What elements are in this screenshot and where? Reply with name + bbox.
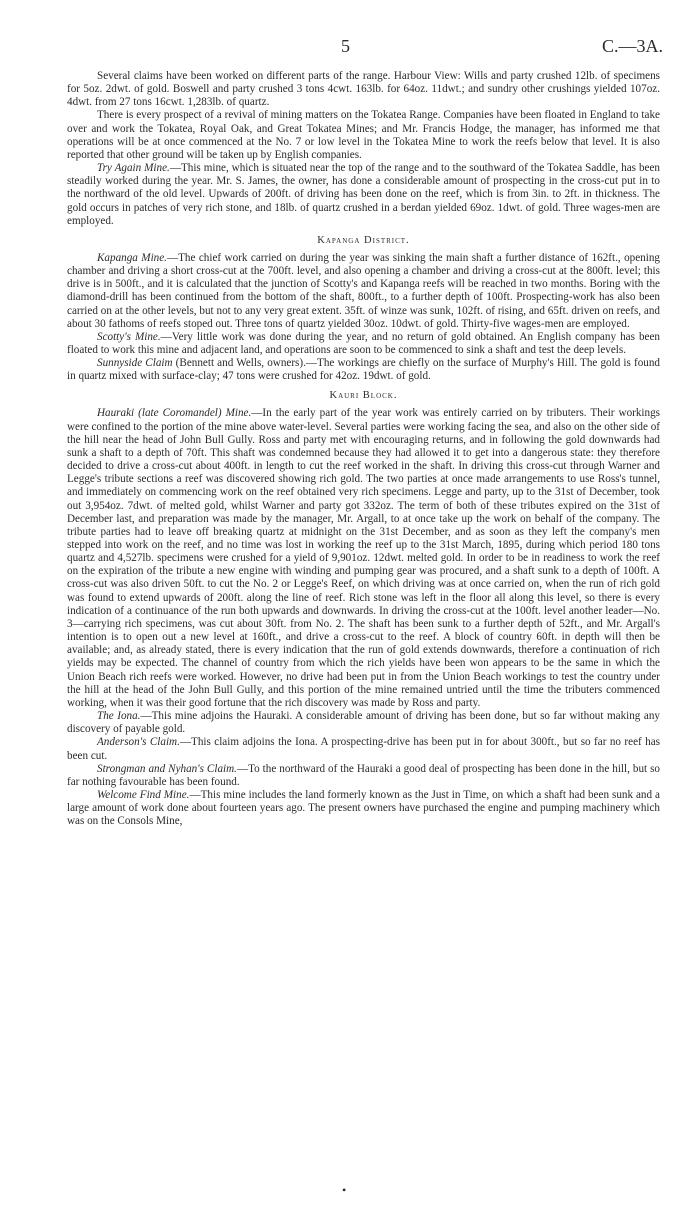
paragraph-lead: Strongman and Nyhan's Claim. [97, 762, 237, 775]
document-reference: C.—3A. [602, 36, 664, 56]
paragraph-text: —This mine adjoins the Hauraki. A considerable amount of driving has been done, but so far without making any discovery of payable gold. [67, 710, 660, 736]
paragraph [67, 736, 660, 762]
paragraph-text: —This mine includes the land formerly known as the Just in Time, on which a shaft had been sunk and a large amount of work done about fourteen years ago. The present owners have purchased the engine and pumping machinery which was on the Consols Mine, [67, 788, 660, 828]
paragraph-text: Several claims have been worked on different parts of the range. Harbour View: Wills and party crushed 12lb. of specimens for 5oz. 2dwt. of gold. Boswell and party crushed 3 tons 4cwt. 163lb. for 64oz. 11dwt.; and sundry other crushings yielded 107oz. 4dwt. from 27 tons 16cwt. 1,283lb. of quartz. [67, 70, 660, 109]
paragraph [67, 357, 660, 383]
section-heading: Kapanga District. [317, 234, 410, 246]
paragraph [67, 109, 660, 162]
paragraph [67, 252, 660, 331]
page-number: 5 [341, 36, 350, 56]
paragraph-lead: Welcome Find Mine. [97, 788, 190, 801]
paragraph-lead: Anderson's Claim. [97, 736, 180, 749]
paragraph [67, 710, 660, 736]
paragraph-text: —The chief work carried on during the year was sinking the main shaft a further distance of 162ft., opening chamber and driving a short cross-cut at the 700ft. level, and also opening a chamber and driving a cross-cut at the 800ft. level; this drive is in 500ft., and it is calculated that the junction of Scotty's and Kapanga reefs will be reached in two months. Boring with the diamond-drill has been continued from the bottom of the shaft, 800ft., to a further depth of 100ft. Prospecting-work has also been carried on at the other levels, but not to any very great extent. 35ft. of winze was sunk, 102ft. of rising, and 65ft. driven on reefs, and about 30 fathoms of reefs stoped out. Three tons of quartz yielded 30oz. 10dwt. of gold. Thirty-five wages-men are employed. [67, 251, 660, 330]
section-heading: Kauri Block. [329, 390, 398, 402]
paragraph-text: (Bennett and Wells, owners).—The workings are chiefly on the surface of Murphy's Hill. The gold is found in quartz mixed with surface-clay; 47 tons were crushed for 42oz. 19dwt. of gold. [67, 357, 660, 383]
paragraph-lead: Sunnyside Claim [97, 357, 173, 370]
paragraph-lead: Kapanga Mine. [97, 251, 167, 264]
paragraph-text: —This claim adjoins the Iona. A prospecting-drive has been put in for about 300ft., but so far no reef has been cut. [67, 736, 661, 762]
paragraph-text: There is every prospect of a revival of mining matters on the Tokatea Range. Companies have been floated in England to take over and work the Tokatea, Royal Oak, and Great Tokatea Mines; and Mr. Francis Hodge, the manager, has informed me that operations will be at once commenced at the No. 7 or low level in the Tokatea Mine to work the reefs below that level. It is also reported that other ground will be taken up by English companies. [67, 109, 660, 161]
paragraph [67, 407, 660, 710]
paragraph-text: —In the early part of the year work was entirely carried on by tributers. Their workings were confined to the portion of the mine above water-level. Several parties were working facing the sea, and also on the other side of the hill near the head of John Bull Gully. Ross and party met with encouraging returns, and in following the gold downwards had sunk a shaft to a depth of 70ft. This shaft was condemned because they had allowed it to get into a dangerous state: they therefore decided to drive a cross-cut about 400ft. in length to cut the reef worked in the shaft. In driving this cross-cut through Warner and Legge's tribute sections a reef was discovered showing rich gold. The two parties at once made arrangements to use Ross's tunnel, and immediately on commencing work on the reef obtained very rich specimens. Legge and party, up to the 31st of December, took out 3,954oz. 7dwt. of melted gold, whilst Warner and party got 332oz. The term of both of these tributes expired on the 31st of December last, and preparation was made by the manager, Mr. Argall, to at once take up the work on behalf of the company. The tribute parties had to leave off breaking quartz at midnight on the 31st December, and as soon as they left the company's men stepped into work on the reef, and no time was lost in working the reef up to the 31st March, 1895, during which period 180 tons quartz and 4,527lb. specimens were crushed for a yield of 9,901oz. 12dwt. melted gold. In order to be in readiness to work the reef on the expiration of the tribute a new engine with winding and pumping gear was procured, and a shaft sunk to a depth of 100ft. A cross-cut was also driven 50ft. to cut the No. 2 or Legge's Reef, on which driving was at once carried on, when the run of rich gold was found to extend upwards of 200ft. along the line of reef. Rich stone was left in the floor all along this level, so there is every indication of a continuance of the run both upwards and downwards. In driving the cross-cut at the 100ft. level another leader—No. 3—carrying rich specimens, was cut about 30ft. from No. 2. The shaft has been sunk to a further depth of 52ft., and Mr. Argall's intention is to open out a new level at 160ft., and drive a cross-cut to the reef. A block of country 60ft. in depth will then be available; and, as already stated, there is every indication that the run of gold extends downwards, therefore a continuation of rich yields may be expected. The channel of country from which the rich yields have been won appears to be the same in which the Union Beach rich reefs were worked. However, no drive had been put in from the Union Beach workings to test the country under the hill at the head of the John Bull Gully, and this portion of the mine remained untried until the time the tributers commenced working, when it was their good fortune that the rich discovery was made by Ross and party. [67, 407, 660, 709]
paragraph-text: —To the northward of the Hauraki a good deal of prospecting has been done in the hill, but so far nothing favourable has been found. [67, 762, 660, 788]
paragraph [67, 331, 660, 357]
paragraph-lead: Try Again Mine. [97, 162, 170, 175]
paragraph [67, 789, 660, 828]
paragraph-lead: The Iona. [97, 710, 141, 723]
paragraph [67, 763, 660, 789]
document-body [67, 70, 660, 828]
paragraph [67, 162, 660, 228]
paragraph-text: —This mine, which is situated near the top of the range and to the southward of the Tokatea Saddle, has been steadily worked during the year. Mr. S. James, the owner, has done a considerable amount of prospecting in the cross-cut put in to the northward of the old level. Upwards of 200ft. of driving has been done on the reef, which is from 3in. to 2ft. in thickness. The gold occurs in patches of very rich stone, and 18lb. of quartz crushed in a berdan yielded 69oz. 1dwt. of gold. Three wages-men are employed. [67, 162, 660, 227]
paragraph [67, 70, 660, 109]
paragraph-lead: Scotty's Mine. [97, 330, 161, 343]
footer-mark: • [342, 1183, 347, 1197]
paragraph-lead: Hauraki (late Coromandel) Mine. [97, 407, 252, 420]
paragraph-text: —Very little work was done during the year, and no return of gold obtained. An English company has been floated to work this mine and adjacent land, and operations are soon to be commenced to sink a shaft and test the deep levels. [67, 330, 660, 356]
